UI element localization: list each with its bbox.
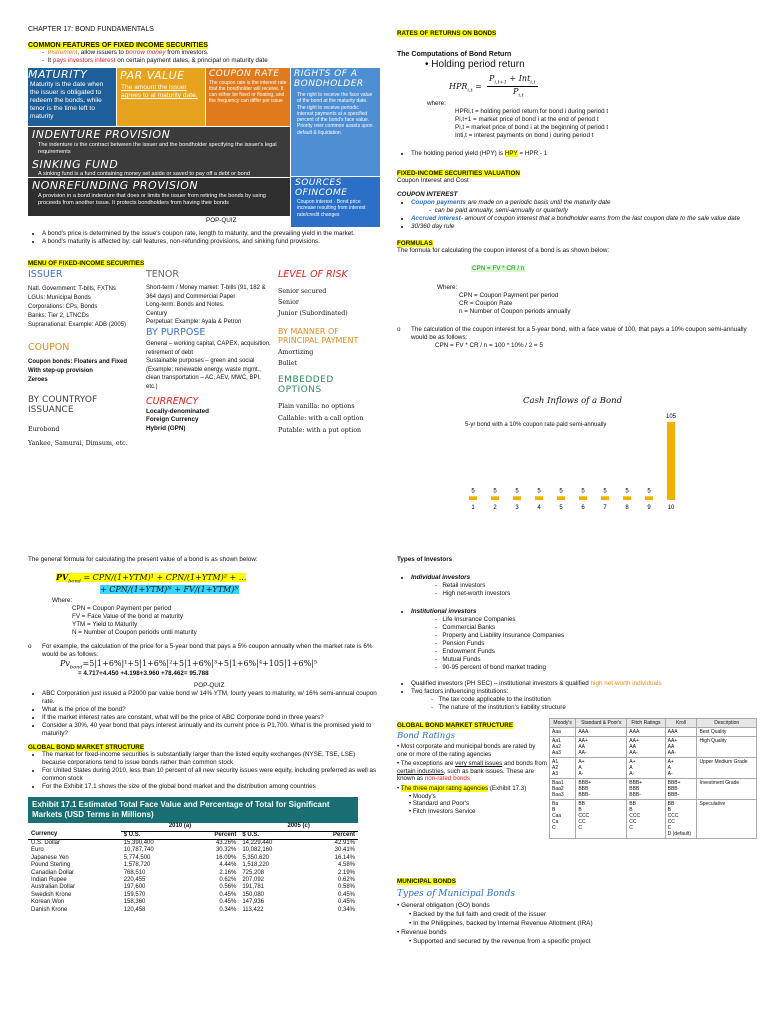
table-cell: Investment Grade bbox=[697, 779, 757, 800]
table-row bbox=[28, 840, 358, 848]
coupon-line: Zeroes bbox=[28, 377, 48, 383]
chart-tick-label: 7 bbox=[603, 505, 607, 511]
agency-item: • Fitch Investors Service bbox=[409, 807, 476, 815]
table-cell: BBB+ BBB BBB- bbox=[576, 779, 627, 800]
table-cell: 5,350,620 bbox=[242, 854, 270, 861]
hpr-formula: $HPR_{i,t}$ = $P_{i,t+1} + Int_{i,t}$ $P_{i,t}$ bbox=[449, 74, 536, 99]
ratings-section bbox=[397, 722, 757, 872]
table-cell: 2.19% bbox=[337, 869, 355, 876]
chart-data-label: 5 bbox=[515, 488, 519, 495]
factor-item: - The nature of the institution's liability structure bbox=[431, 704, 566, 711]
chart-bar bbox=[645, 496, 653, 500]
sources-box: SOURCES OFINCOME Coupon interest · Bond price increase resulting from interest rate/credit changes bbox=[291, 177, 380, 227]
muni-rev: • Revenue bonds bbox=[397, 929, 447, 936]
table-cell: 42.91% bbox=[334, 840, 355, 846]
chart-data-label: 5 bbox=[559, 488, 563, 495]
table-cell: Speculative bbox=[697, 800, 757, 839]
muni-go: • General obligation (GO) bonds bbox=[397, 902, 490, 909]
table-row bbox=[28, 870, 358, 877]
factor-item: - The tax code applicable to the institution bbox=[431, 696, 551, 703]
table-cell: High Quality bbox=[697, 737, 757, 758]
purpose-line: General – working capital, CAPEX, acquisition, retirement of debt bbox=[146, 340, 271, 356]
individual-item: - Retail investors bbox=[435, 582, 486, 589]
pv-definition: YTM = Yield to Maturity bbox=[72, 620, 138, 628]
institutional-item: - 90-95 percent of bond market trading bbox=[435, 664, 546, 671]
table-cell: Baa1 Baa2 Baa3 bbox=[550, 779, 576, 800]
hpr-definition: HPRi,t = holding period return for bond i during period t bbox=[455, 108, 609, 115]
chart-tick-label: 6 bbox=[581, 505, 585, 511]
rating-table bbox=[549, 718, 757, 839]
currency-line: Foreign Currency bbox=[146, 416, 199, 424]
ratings-bullet-1: • Most corporate and municipal bonds are rated by one or more of the rating agencies bbox=[397, 743, 536, 758]
formulas-heading: FORMULAS bbox=[397, 240, 433, 247]
table-cell: BB B CCC CC C D (default) bbox=[665, 800, 697, 839]
formulas-text: The formula for calculating the coupon interest of a bond is as shown below: bbox=[397, 247, 610, 254]
table-cell: BBB+ BBB BBB- bbox=[665, 779, 697, 800]
muni-go-item: • Backed by the full faith and credit of the issuer bbox=[409, 911, 547, 918]
hpr-definition: Pi,t = market price of bond i at the beginning of period t bbox=[455, 124, 609, 131]
table-cell: 43.26% bbox=[215, 840, 237, 846]
table-cell: Best Quality bbox=[697, 728, 757, 737]
chart-data-label: 5 bbox=[581, 488, 585, 495]
valuation-sub: Coupon Interest and Cost bbox=[397, 177, 469, 184]
chart-svg bbox=[463, 392, 703, 512]
pv-example: o For example, the calculation of the price for a 5-year bond that pays a 5% coupon annually when the market rate is 6% would be as follows: bbox=[28, 642, 373, 658]
cpn-formula: CPN = FV * CR / n bbox=[472, 265, 525, 272]
issuer-line: Natl. Government: T-bills, FXTNs bbox=[28, 286, 116, 292]
chart-tick-label: 2 bbox=[493, 505, 497, 511]
page-bottom-right bbox=[397, 556, 757, 1022]
table-row bbox=[550, 728, 757, 737]
muni-types-heading: Types of Municipal Bonds bbox=[397, 889, 515, 899]
chart-bar bbox=[469, 496, 477, 500]
rating-col-header: Fitch Ratings bbox=[627, 719, 665, 728]
list-item: • Two factors influencing institutions: - The tax code applicable to the institution - The nature of the institution's liability structure bbox=[411, 688, 757, 712]
table-cell: Korean Won bbox=[31, 899, 65, 906]
pv-definition: N = Number of Coupon periods until maturity bbox=[72, 628, 197, 636]
common-features-heading: COMMON FEATURES OF FIXED INCOME SECURITIES bbox=[28, 42, 208, 49]
chart-annotation: 5-yr bond with a 10% coupon rate paid semi-annually bbox=[465, 422, 607, 428]
issuer-column bbox=[28, 269, 138, 451]
tenor-line: Perpetual: Example: Ayala & Petron bbox=[146, 319, 242, 326]
risk-heading: LEVEL OF RISK bbox=[278, 269, 348, 280]
table-cell: 0.45% bbox=[219, 899, 237, 906]
issuer-line: LGUs: Municipal Bonds bbox=[28, 295, 91, 301]
table-cell: 150,080 bbox=[242, 891, 265, 898]
table-cell: A1 A2 A3 bbox=[550, 758, 576, 779]
risk-column bbox=[278, 269, 380, 437]
table-cell: 5,774,500 bbox=[123, 854, 151, 861]
table-cell: 0.58% bbox=[337, 884, 355, 891]
muni-heading: MUNICIPAL BONDS bbox=[397, 878, 456, 885]
pv-example-result: = 4.717+4.450 +4.198+3.960 +78.462= 95.788 bbox=[78, 670, 209, 678]
table-cell: 16.14% bbox=[334, 854, 355, 861]
list-item: • Individual investors - Retail investors - High net-worth investors bbox=[411, 574, 757, 598]
table-cell: 159,570 bbox=[123, 891, 146, 898]
coupon-line: Coupon bonds: Floaters and Fixed bbox=[28, 359, 127, 365]
table-cell: Australian Dollar bbox=[31, 884, 76, 891]
chapter-title: CHAPTER 17: BOND FUNDAMENTALS bbox=[28, 26, 154, 33]
muni-rev-item: • Supported and secured by the revenue from a specific project bbox=[409, 938, 591, 945]
table-row bbox=[28, 892, 358, 899]
common-features-list bbox=[28, 49, 380, 65]
table-cell: Aaa bbox=[550, 728, 576, 737]
table-cell: 147,936 bbox=[242, 899, 265, 906]
list-item: • ABC Corporation just issued a P2000 par value bond w/ 14% YTM, fourty years to maturity, w/ 16% semi-annual coupon rate. bbox=[42, 690, 380, 706]
year-2005: 2005 (c) bbox=[239, 823, 358, 831]
principal-line: Amortizing bbox=[278, 349, 314, 356]
pv-definition: FV = Face Value of the bond at maturity bbox=[72, 612, 184, 620]
institutional-item: - Mutual Funds bbox=[435, 656, 481, 663]
rates-heading: RATES OF RETURNS ON BONDS bbox=[397, 30, 497, 37]
types-heading: Types of Investors bbox=[397, 556, 453, 563]
table-cell: 725,208 bbox=[242, 869, 265, 876]
table-row bbox=[28, 877, 358, 884]
chart-bar bbox=[601, 496, 609, 500]
ratings-heading: Bond Ratings bbox=[397, 731, 456, 741]
purpose-heading: BY PURPOSE bbox=[146, 326, 206, 338]
issuer-line: Supranational: Example: ADB (2005) bbox=[28, 322, 127, 328]
exhibit-col-header: Percent bbox=[306, 831, 358, 839]
chart-data-label: 5 bbox=[603, 488, 607, 495]
chart-tick-label: 10 bbox=[667, 505, 675, 511]
features-infographic bbox=[28, 68, 380, 240]
table-cell: 0.45% bbox=[337, 899, 355, 906]
table-cell: 207,092 bbox=[242, 877, 265, 884]
table-cell: 0.56% bbox=[219, 884, 237, 891]
table-cell: Japanese Yen bbox=[31, 854, 69, 861]
table-cell: 197,600 bbox=[123, 884, 146, 891]
maturity-box: MATURITY Maturity is the date when the issuer is obligated to redeem the bonds, while tenor is the time left to maturity bbox=[28, 68, 116, 126]
hpr-definition: Inti,t = interest payments on bond i during period t bbox=[455, 132, 594, 139]
computations-heading: The Computations of Bond Return bbox=[397, 51, 512, 58]
table-cell: 0.34% bbox=[219, 906, 237, 913]
table-cell: 158,360 bbox=[123, 899, 146, 906]
table-row bbox=[550, 737, 757, 758]
exhibit-table bbox=[28, 823, 358, 914]
table-cell: 120,458 bbox=[123, 906, 146, 913]
table-cell: 4.58% bbox=[337, 862, 355, 869]
chart-data-label: 5 bbox=[493, 488, 497, 495]
table-cell: Indian Rupee bbox=[31, 877, 67, 884]
issuer-line: Corporations: CPs, Bonds bbox=[28, 304, 98, 310]
cpn-definition: CPN = Coupon Payment per period bbox=[459, 292, 559, 299]
country-line: Yankee, Samurai, Dimsum, etc. bbox=[28, 440, 128, 447]
hpr-bullet: • Holding period return bbox=[425, 59, 525, 70]
pv-formula: $PV_{bond} = CPN/(1+YTM)^1 + CPN/(1+YTM)^2$ + ... + CPN/(1+YTM)ᴺ + FV/(1+YTM)ᴺ bbox=[56, 572, 247, 594]
rating-col-header: Moody's bbox=[550, 719, 576, 728]
table-cell: 2.16% bbox=[219, 869, 237, 876]
table-row bbox=[550, 779, 757, 800]
principal-heading: BY MANNER OF PRINCIPAL PAYMENT bbox=[278, 327, 359, 345]
chart-bar bbox=[623, 496, 631, 500]
risk-line: Junior (Subordinated) bbox=[278, 310, 348, 317]
chart-data-label: 5 bbox=[647, 488, 651, 495]
table-cell: 768,510 bbox=[123, 869, 146, 876]
table-cell: 30.32% bbox=[215, 847, 237, 854]
country-line: Eurobond bbox=[28, 426, 60, 433]
table-cell: 16.09% bbox=[215, 854, 237, 861]
ratings-bullet-3: • The three major rating agencies (Exhibit 17.3) bbox=[397, 784, 527, 792]
exhibit-title: Exhibit 17.1 Estimated Total Face Value and Percentage of Total for Significant Markets (USD Terms in Millions) bbox=[28, 797, 358, 823]
chart-bar bbox=[491, 496, 499, 500]
table-cell: BB B CCC CC C bbox=[627, 800, 665, 839]
common-feature-2: - It pays investors interest on certain payment dates, & principal on maturity date bbox=[42, 57, 268, 64]
table-cell: 14,229,440 bbox=[242, 840, 273, 846]
popquiz2-list bbox=[28, 690, 380, 738]
country-heading: BY COUNTRYOF ISSUANCE bbox=[28, 395, 98, 415]
muni-list bbox=[397, 901, 757, 946]
risk-line: Senior secured bbox=[278, 288, 327, 295]
chart-bar bbox=[667, 422, 675, 500]
table-cell: Ba B Caa Ca C bbox=[550, 800, 576, 839]
agency-item: • Standard and Poor's bbox=[409, 800, 470, 808]
nonrefunding-box: NONREFUNDING PROVISION A provision in a bond indenture that does or limits the issuer from retiring the bonds by using proceeds from another issue. It protects bondholders from having their bonds bbox=[28, 178, 290, 216]
table-cell: A+ A A- bbox=[665, 758, 697, 779]
par-value-box: PAR VALUE The amount the issuer agrees to at maturity date. bbox=[117, 68, 205, 126]
table-cell: 4.44% bbox=[219, 862, 237, 869]
exhibit-17-1 bbox=[28, 797, 358, 914]
table-cell: AA+ AA AA- bbox=[576, 737, 627, 758]
chart-title: Cash Inflows of a Bond bbox=[523, 396, 623, 406]
ratings-text bbox=[397, 743, 547, 815]
table-cell: AAA bbox=[665, 728, 697, 737]
table-cell: 0.34% bbox=[337, 906, 355, 913]
chart-data-label: 5 bbox=[537, 488, 541, 495]
table-cell: 1,578,720 bbox=[123, 862, 151, 869]
common-feature-1: - Instrument, allow issuers to borrow money from investors. bbox=[42, 49, 209, 56]
cash-inflows-chart bbox=[463, 392, 703, 512]
tenor-line: Long-term: Bonds and Notes. bbox=[146, 302, 225, 309]
chart-tick-label: 4 bbox=[537, 505, 541, 511]
table-cell: U.S. Dollar bbox=[31, 840, 61, 846]
cpn-definition: n = Number of Coupon periods annually bbox=[459, 308, 571, 315]
table-cell: Swedish Krone bbox=[31, 891, 72, 898]
rating-col-header: Standard & Poor's bbox=[576, 719, 627, 728]
coupon-interest-heading: COUPON INTEREST bbox=[397, 191, 458, 198]
table-cell: Aa1 Aa2 Aa3 bbox=[550, 737, 576, 758]
table-cell: Danish Krone bbox=[31, 906, 68, 913]
pv-example-formula: $Pv_{bond}=5|1+6\%|^1+5|1+6\%|^2+5|1+6\%|^3+5|1+6\%|^4+105|1+6\%|^5$ bbox=[60, 658, 318, 671]
embedded-line: Putable: with a put option bbox=[278, 427, 362, 434]
coupon-rate-box: COUPON RATE The coupon rate is the interest rate that the bondholder will receive. It can either be fixed or floating, and the frequency can differ per issue bbox=[206, 68, 290, 126]
page-top-left bbox=[28, 26, 380, 516]
institutional-item: - Commercial Banks bbox=[435, 624, 496, 631]
where-label: where: bbox=[427, 100, 446, 107]
currency-line: Locally-denominated bbox=[146, 407, 209, 415]
embedded-line: Plain vanilla: no options bbox=[278, 403, 355, 410]
embedded-heading: EMBEDDED OPTIONS bbox=[278, 375, 334, 395]
tenor-line: Century bbox=[146, 310, 168, 317]
table-row bbox=[550, 758, 757, 779]
list-item: • Coupon payments are made on a periodic basis until the maturity date - can be paid annually, semi-annually or quarterly bbox=[411, 199, 747, 215]
chart-tick-label: 8 bbox=[625, 505, 629, 511]
table-cell: 113,422 bbox=[242, 906, 264, 913]
table-cell: AAA bbox=[627, 728, 665, 737]
chart-bar bbox=[557, 496, 565, 500]
table-row bbox=[28, 899, 358, 906]
list-item: • A bond's price is determined by the issue's coupon rate, length to maturity, and the prevailing yield in the market. bbox=[42, 230, 380, 238]
risk-line: Senior bbox=[278, 299, 299, 306]
chart-bar bbox=[535, 496, 543, 500]
where2-label: Where: bbox=[437, 284, 458, 291]
page-bottom-left bbox=[28, 556, 380, 1022]
table-cell: 0.45% bbox=[337, 891, 355, 898]
institutional-item: - Pension Funds bbox=[435, 640, 485, 647]
individual-item: - High net-worth investors bbox=[435, 590, 511, 597]
cpn-definitions bbox=[459, 292, 747, 316]
list-item: • The holding period yield (HPY) is HPY = HPR - 1 bbox=[411, 150, 747, 158]
pv-definition: CPN = Coupon Payment per period bbox=[72, 604, 172, 612]
list-item: • If the market interest rates are constant, what will be the price of ABC Corporate bond in three years? bbox=[42, 714, 380, 722]
table-cell: A+ A A- bbox=[627, 758, 665, 779]
table-cell: 191,781 bbox=[242, 884, 265, 891]
list-item: • Qualified investors (PH SEC) – institutional investors & qualified high net-worth individuals bbox=[411, 680, 757, 688]
table-cell: Pound Sterling bbox=[31, 862, 71, 869]
pv-definitions bbox=[72, 605, 380, 637]
table-row bbox=[28, 862, 358, 869]
rating-col-header: Kroll bbox=[665, 719, 697, 728]
table-cell: Canadian Dollar bbox=[31, 869, 75, 876]
institutional-item: - Endowment Funds bbox=[435, 648, 495, 655]
table-cell: BB B CCC CC C bbox=[576, 800, 627, 839]
agency-item: • Moody's bbox=[409, 792, 436, 800]
general-formula-text: The general formula for calculating the present value of a bond is as shown below: bbox=[28, 556, 258, 563]
qualified-list bbox=[397, 680, 757, 712]
table-row bbox=[28, 855, 358, 862]
investor-list bbox=[397, 574, 757, 672]
popquiz-label: POP-QUIZ bbox=[206, 217, 237, 224]
principal-line: Bullet bbox=[278, 360, 297, 367]
currency-line: Hybrid (GPN) bbox=[146, 424, 186, 432]
list-item: • The market for fixed-income securities is substantially larger than the listed equity exchanges (NYSE, TSE, LSE) because corporations tend to issue bonds rather than common stock bbox=[42, 751, 380, 767]
purpose-line: Sustainable purposes – green and social (Example: renewable energy, waste mgmt., clean transportation – AC, AEV, MWC, BPI, etc.) bbox=[146, 358, 261, 390]
hpr-definition: Pi,t+1 = market price of bond i at the end of period t bbox=[455, 116, 599, 123]
rating-col-header: Description bbox=[697, 719, 757, 728]
table-cell: 0.62% bbox=[219, 877, 237, 884]
issuer-line: Banks: Tier 2, LTNCDs bbox=[28, 313, 89, 319]
table-cell: A+ A A- bbox=[576, 758, 627, 779]
table-row bbox=[550, 800, 757, 839]
table-cell: 10,787,740 bbox=[123, 847, 154, 854]
gbms-heading: GLOBAL BOND MARKET STRUCTURE bbox=[397, 722, 514, 729]
table-row bbox=[28, 884, 358, 891]
exhibit-col-header: $ U.S. bbox=[121, 831, 188, 839]
list-item: • Consider a 30%, 40 year bond that pays interest annually and its current price is P1,700. What is the promised yield to maturity? bbox=[42, 722, 380, 738]
hpr-definitions bbox=[455, 108, 747, 140]
year-2010: 2010 (a) bbox=[121, 823, 240, 831]
table-cell: 0.45% bbox=[219, 891, 237, 898]
list-item: • Institutional investors - Life Insurance Companies - Commercial Banks - Property and Liability Insurance Companies - Pension Funds - Endowment Funds - Mutual Funds - 90-95 percent of bond market trading bbox=[411, 608, 757, 672]
chart-tick-label: 1 bbox=[471, 505, 475, 511]
table-cell: 0.62% bbox=[337, 877, 355, 884]
table-cell: 15,390,400 bbox=[123, 840, 154, 846]
menu-infographic bbox=[28, 267, 380, 467]
table-cell: 10,082,160 bbox=[242, 847, 273, 854]
list-item: • For United States during 2010, less than 10 percent of all new security issues were equity, including preferred as well as common stock bbox=[42, 767, 380, 783]
tenor-column bbox=[146, 269, 274, 433]
rights-box: RIGHTS OF A BONDHOLDER The right to receive the face value of the bond at the maturity date. The right to receive periodic interest payments at a specified percent of the bond's face value. Priority over common assets upon default & liquidation. bbox=[291, 68, 380, 176]
table-cell: BBB+ BBB BBB- bbox=[627, 779, 665, 800]
list-item: • Accrued interest- amount of coupon interest that a bondholder earns from the last coupon date to the sale value date bbox=[411, 215, 747, 223]
list-item: • 30/360 day rule bbox=[411, 223, 747, 231]
coupon-heading: COUPON bbox=[28, 342, 70, 353]
institutional-item: - Life Insurance Companies bbox=[435, 616, 516, 623]
table-row bbox=[28, 847, 358, 854]
table-cell: 30.41% bbox=[334, 847, 355, 854]
cpn-definition: CR = Coupon Rate bbox=[459, 300, 513, 307]
indenture-box: INDENTURE PROVISION The indenture is the contract between the issuer and the bondholder specifying the issuer's legal requirements SINKING FUND A sinking fund is a fund containing money set aside or saved to pay off a debt or bond bbox=[28, 127, 290, 177]
chart-bar bbox=[513, 496, 521, 500]
chart-tick-label: 5 bbox=[559, 505, 563, 511]
valuation-heading: FIXED-INCOME SECURITIES VALUATION bbox=[397, 170, 520, 177]
list-item: • What is the price of the bond? bbox=[42, 706, 380, 714]
table-cell: 220,455 bbox=[123, 877, 146, 884]
chart-data-label: 105 bbox=[665, 414, 677, 420]
hpy-list bbox=[397, 150, 747, 158]
chart-bar bbox=[579, 496, 587, 500]
exhibit-col-header: Currency bbox=[28, 831, 121, 839]
exhibit-col-header: Percent bbox=[187, 831, 239, 839]
where3-label: Where: bbox=[52, 596, 73, 604]
ratings-bullet-2: • The exceptions are very small issues and bonds from certain industries, such as bank issues. These are known as non-rated bonds bbox=[397, 760, 547, 783]
global-heading: GLOBAL BOND MARKET STRUCTURE bbox=[28, 744, 145, 752]
table-cell: AAA bbox=[576, 728, 627, 737]
muni-go-item: • In the Philippines, backed by Internal Revenue Allotment (IRA) bbox=[409, 920, 593, 927]
example-paragraph: o The calculation of the coupon interest for a 5-year bond, with a face value of 100, that pays a 10% coupon semi-annually would be as follows: CPN = FV * CR / n = 100 * 10% / 2 = 5 bbox=[397, 326, 747, 349]
table-cell: Euro bbox=[31, 847, 44, 854]
chart-tick-label: 9 bbox=[647, 505, 651, 511]
list-item: • A bond's maturity is affected by: call features, non-refunding provisions, and sinking fund provisions. bbox=[42, 238, 380, 246]
menu-heading: MENU OF FIXED-INCOME SECURITIES bbox=[28, 260, 145, 267]
table-row bbox=[28, 907, 358, 914]
table-cell: AA+ AA AA- bbox=[665, 737, 697, 758]
popquiz2-label: POP-QUIZ bbox=[194, 682, 225, 690]
coupon-interest-list bbox=[397, 199, 747, 231]
table-cell: Upper Medium Grade bbox=[697, 758, 757, 779]
institutional-item: - Property and Liability Insurance Companies bbox=[435, 632, 565, 639]
issuer-heading: ISSUER bbox=[28, 269, 63, 280]
exhibit-col-header: $ U.S. bbox=[239, 831, 306, 839]
embedded-line: Callable: with a call option bbox=[278, 415, 364, 422]
chart-data-label: 5 bbox=[471, 488, 475, 495]
global-list bbox=[28, 751, 380, 791]
tenor-heading: TENOR bbox=[146, 269, 179, 280]
table-cell: AA+ AA AA- bbox=[627, 737, 665, 758]
list-item: • For the Exhibit 17.1 shows the size of the global bond market and the distribution among countries bbox=[42, 783, 380, 791]
currency-heading: CURRENCY bbox=[146, 395, 199, 407]
tenor-line: Short-term / Money market: T-bills (91, 182 & 364 days) and Commercial Paper bbox=[146, 285, 266, 300]
chart-data-label: 5 bbox=[625, 488, 629, 495]
coupon-line: With step-up provision bbox=[28, 368, 93, 374]
chart-tick-label: 3 bbox=[515, 505, 519, 511]
table-cell: 1,518,220 bbox=[242, 862, 270, 869]
